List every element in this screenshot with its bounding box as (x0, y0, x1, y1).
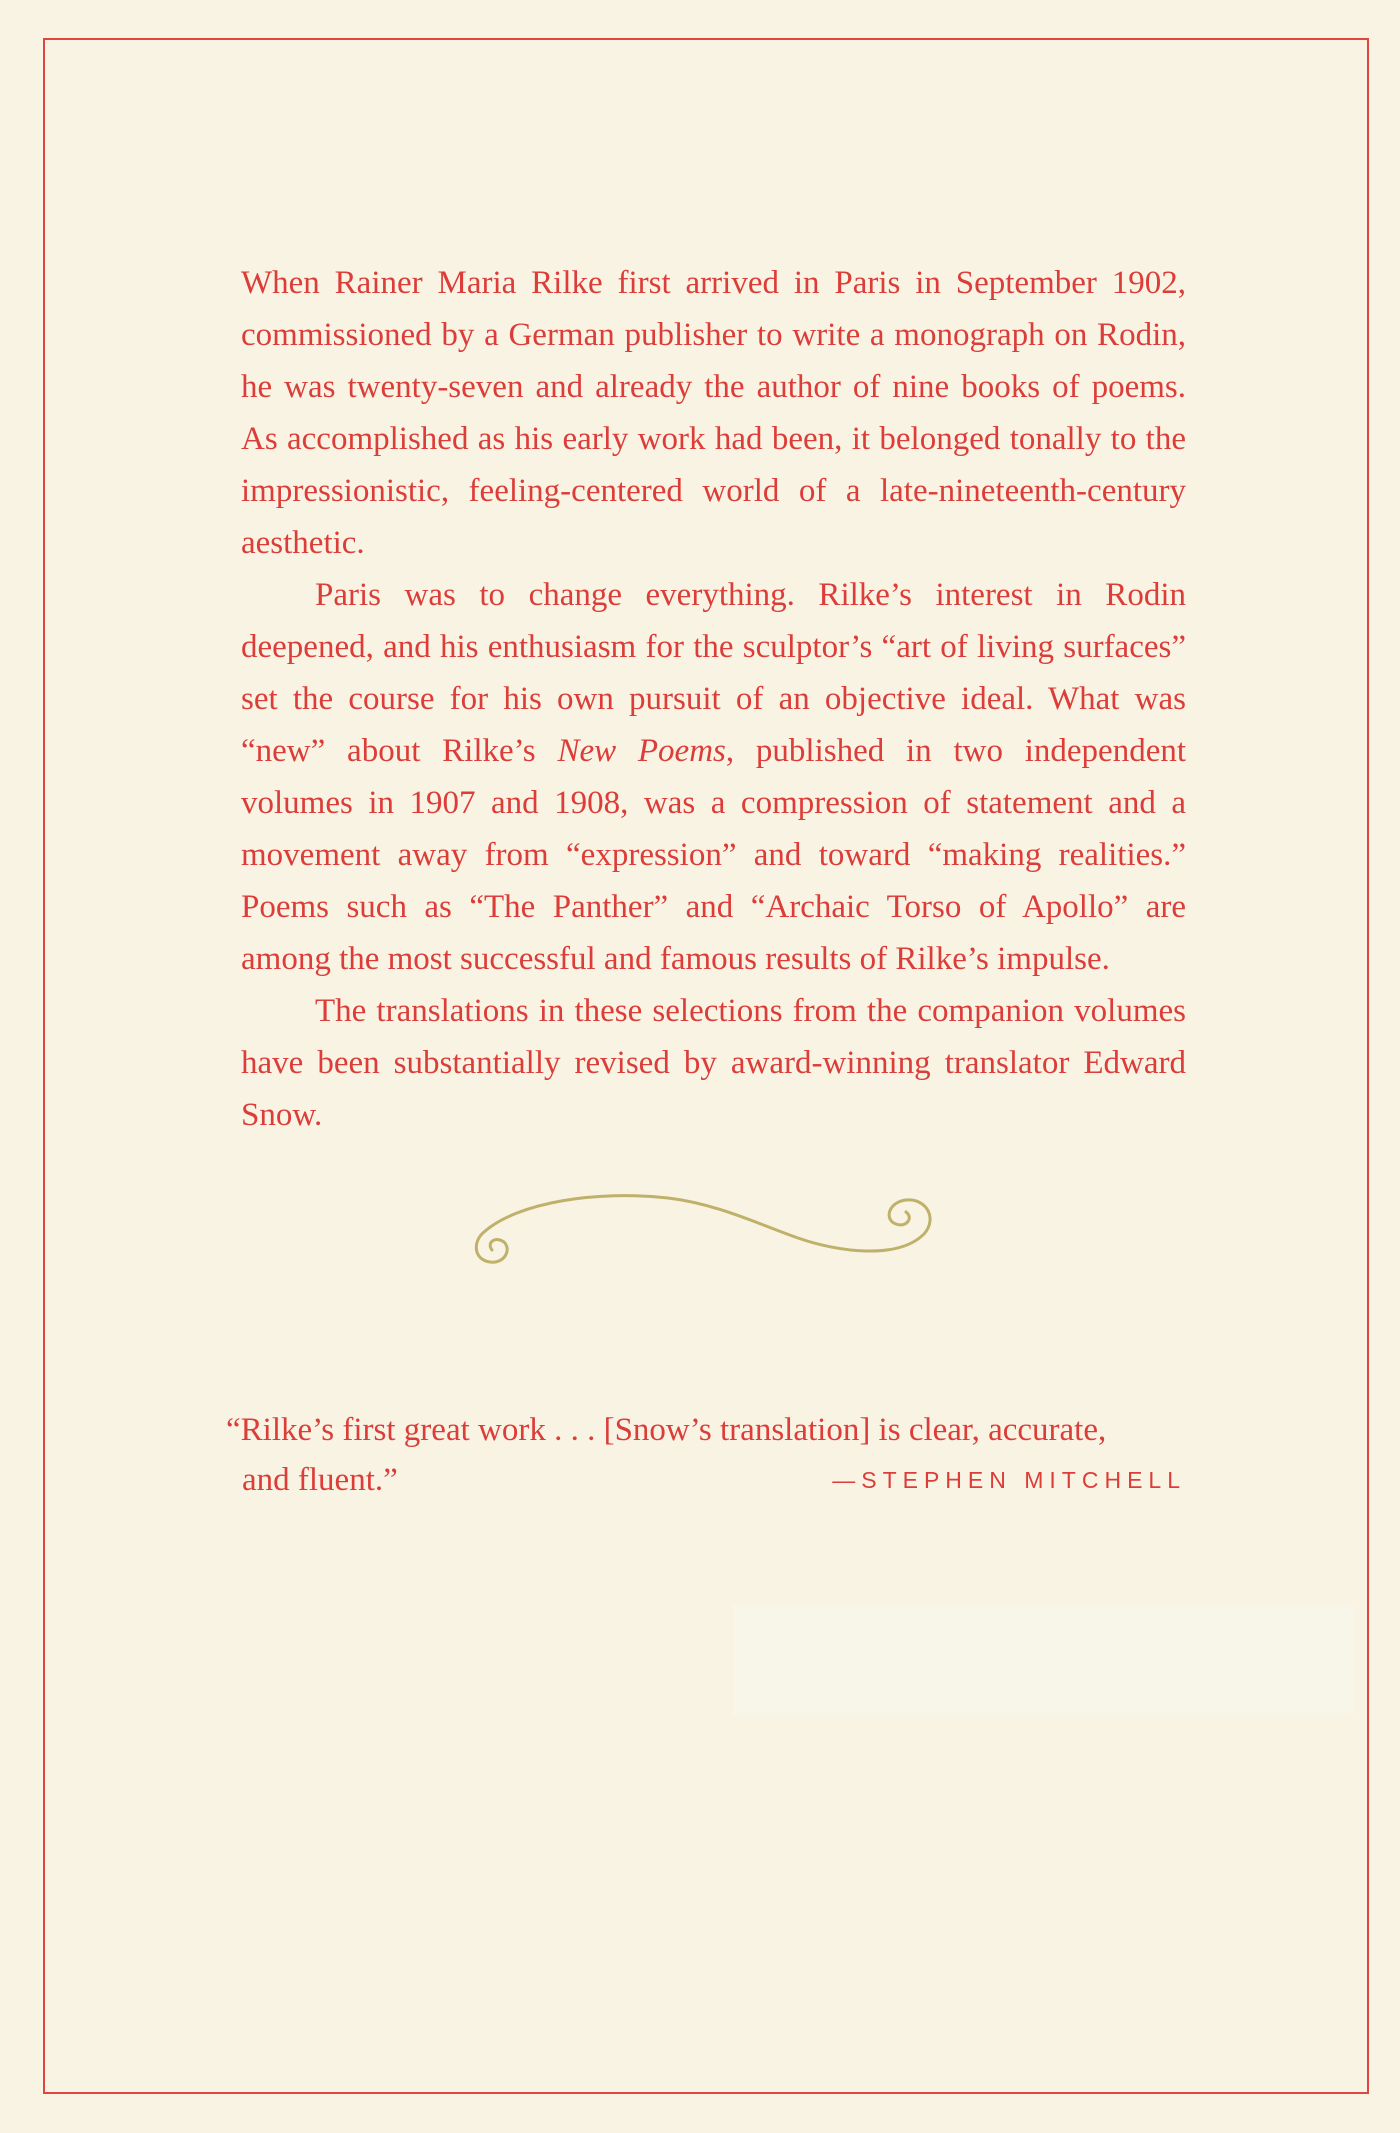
book-title-new-poems: New Poems (557, 733, 726, 769)
flourish-scroll-icon (458, 1180, 938, 1280)
quote-line-2 (226, 1455, 1186, 1505)
description-paragraph-1: When Rainer Maria Rilke first arrived in Paris in September 1902, commissioned by a German publisher to write a monograph on Rodin, he was twenty-seven and already the author of nine books of poems. As accomplished as his early work had been, it belonged tonally to the impressionistic, feeling-centered world of a late-nineteenth-century aesthetic. (241, 265, 1186, 561)
review-quote (226, 1405, 1186, 1505)
paragraph-2-text-start: Paris was to change everything. Rilke’s interest in Rodin deepened, and his enthusiasm for the sculptor’s “art of living surfaces” set the course for his own pursuit of an objective ideal. What was “new” about Rilke’s (241, 577, 1186, 769)
quote-text-end: and fluent.” (242, 1462, 398, 1498)
book-description (241, 257, 1186, 1141)
sticker-residue (733, 1605, 1353, 1715)
description-paragraph-2 (241, 569, 1186, 985)
paragraph-2-text-end: , published in two independent volumes in 1907 and 1908, was a compression of statement and a movement away from “expression” and toward “making realities.” Poems such as “The Panther” and “Archaic Torso of Apollo” are among the most successful and famous results of Rilke’s impulse. (241, 733, 1187, 977)
quote-attribution: —STEPHEN MITCHELL (832, 1467, 1186, 1493)
quote-line-1: “Rilke’s first great work . . . [Snow’s translation] is clear, accurate, (226, 1412, 1107, 1448)
description-paragraph-3: The translations in these selections from the companion volumes have been substantially revised by award-winning translator Edward Snow. (241, 993, 1186, 1133)
